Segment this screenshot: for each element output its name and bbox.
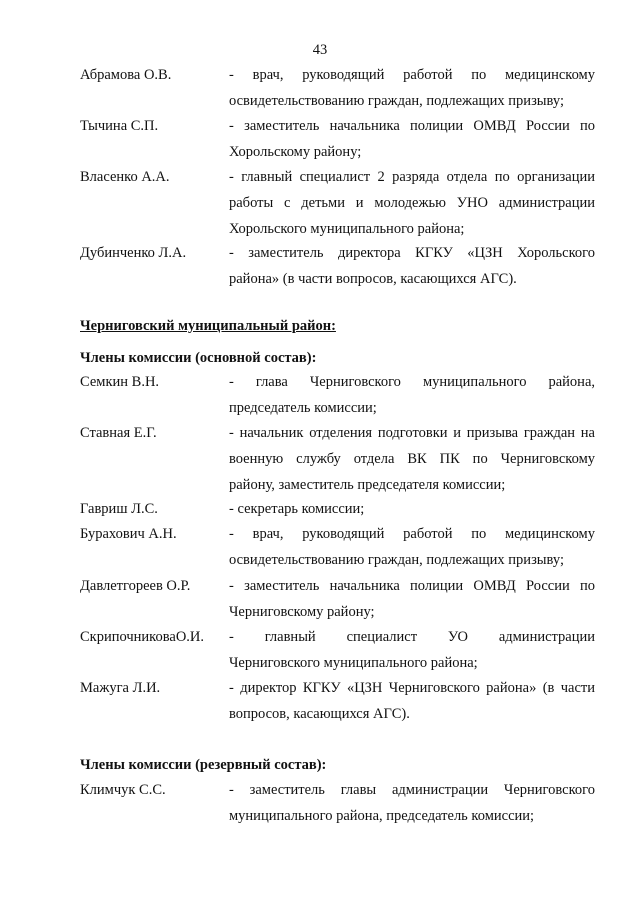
page-number: 43 bbox=[312, 42, 328, 58]
description-line: Черниговского муниципального района; bbox=[229, 655, 478, 671]
member-description bbox=[229, 573, 595, 625]
description-line: председатель комиссии; bbox=[229, 400, 377, 416]
member-description bbox=[229, 624, 595, 676]
description-line: - врач, руководящий работой по медицинскому bbox=[229, 67, 595, 83]
member-name: Абрамова О.В. bbox=[80, 67, 172, 83]
member-name: Ставная Е.Г. bbox=[80, 425, 157, 441]
member-name: Климчук С.С. bbox=[80, 782, 166, 798]
description-line: - заместитель начальника полиции ОМВД России по bbox=[229, 578, 595, 594]
description-line: - заместитель директора КГКУ «ЦЗН Хорольского bbox=[229, 245, 595, 261]
description-line: - секретарь комиссии; bbox=[229, 501, 365, 517]
member-name: Давлетгореев О.Р. bbox=[80, 578, 191, 594]
description-line: военную службу отдела ВК ПК по Черниговскому bbox=[229, 451, 595, 467]
member-description bbox=[229, 521, 595, 573]
member-description bbox=[229, 240, 595, 292]
member-description bbox=[229, 496, 595, 522]
description-line: - главный специалист 2 разряда отдела по организации bbox=[229, 169, 595, 185]
main-composition-heading: Члены комиссии (основной состав): bbox=[80, 350, 317, 366]
member-name: Гавриш Л.С. bbox=[80, 501, 158, 517]
member-description bbox=[229, 369, 595, 421]
member-description bbox=[229, 777, 595, 829]
member-description bbox=[229, 420, 595, 498]
member-name: Власенко А.А. bbox=[80, 169, 170, 185]
member-name: Тычина С.П. bbox=[80, 118, 159, 134]
member-description bbox=[229, 62, 595, 114]
description-line: района» (в части вопросов, касающихся АГС). bbox=[229, 271, 517, 287]
description-line: Хорольскому району; bbox=[229, 144, 362, 160]
member-name: Семкин В.Н. bbox=[80, 374, 160, 390]
description-line: - заместитель главы администрации Черниговского bbox=[229, 782, 595, 798]
district-heading: Черниговский муниципальный район: bbox=[80, 318, 336, 334]
description-line: - главный специалист УО администрации bbox=[229, 629, 595, 645]
member-name: СкрипочниковаО.И. bbox=[80, 629, 205, 645]
member-name: Мажуга Л.И. bbox=[80, 680, 161, 696]
member-description bbox=[229, 675, 595, 727]
description-line: - врач, руководящий работой по медицинскому bbox=[229, 526, 595, 542]
member-description bbox=[229, 113, 595, 165]
description-line: освидетельствованию граждан, подлежащих призыву; bbox=[229, 93, 564, 109]
description-line: району, заместитель председателя комиссии; bbox=[229, 477, 506, 493]
description-line: Хорольского муниципального района; bbox=[229, 221, 465, 237]
description-line: - глава Черниговского муниципального района, bbox=[229, 374, 595, 390]
member-description bbox=[229, 164, 595, 242]
reserve-composition-heading: Члены комиссии (резервный состав): bbox=[80, 757, 327, 773]
member-name: Дубинченко Л.А. bbox=[80, 245, 187, 261]
description-line: работы с детьми и молодежью УНО администрации bbox=[229, 195, 595, 211]
description-line: муниципального района, председатель комиссии; bbox=[229, 808, 535, 824]
member-name: Бурахович А.Н. bbox=[80, 526, 177, 542]
description-line: - директор КГКУ «ЦЗН Черниговского района» (в части bbox=[229, 680, 595, 696]
description-line: освидетельствованию граждан, подлежащих призыву; bbox=[229, 552, 564, 568]
description-line: вопросов, касающихся АГС). bbox=[229, 706, 410, 722]
description-line: - начальник отделения подготовки и призыва граждан на bbox=[229, 425, 595, 441]
description-line: Черниговскому району; bbox=[229, 604, 375, 620]
description-line: - заместитель начальника полиции ОМВД России по bbox=[229, 118, 595, 134]
